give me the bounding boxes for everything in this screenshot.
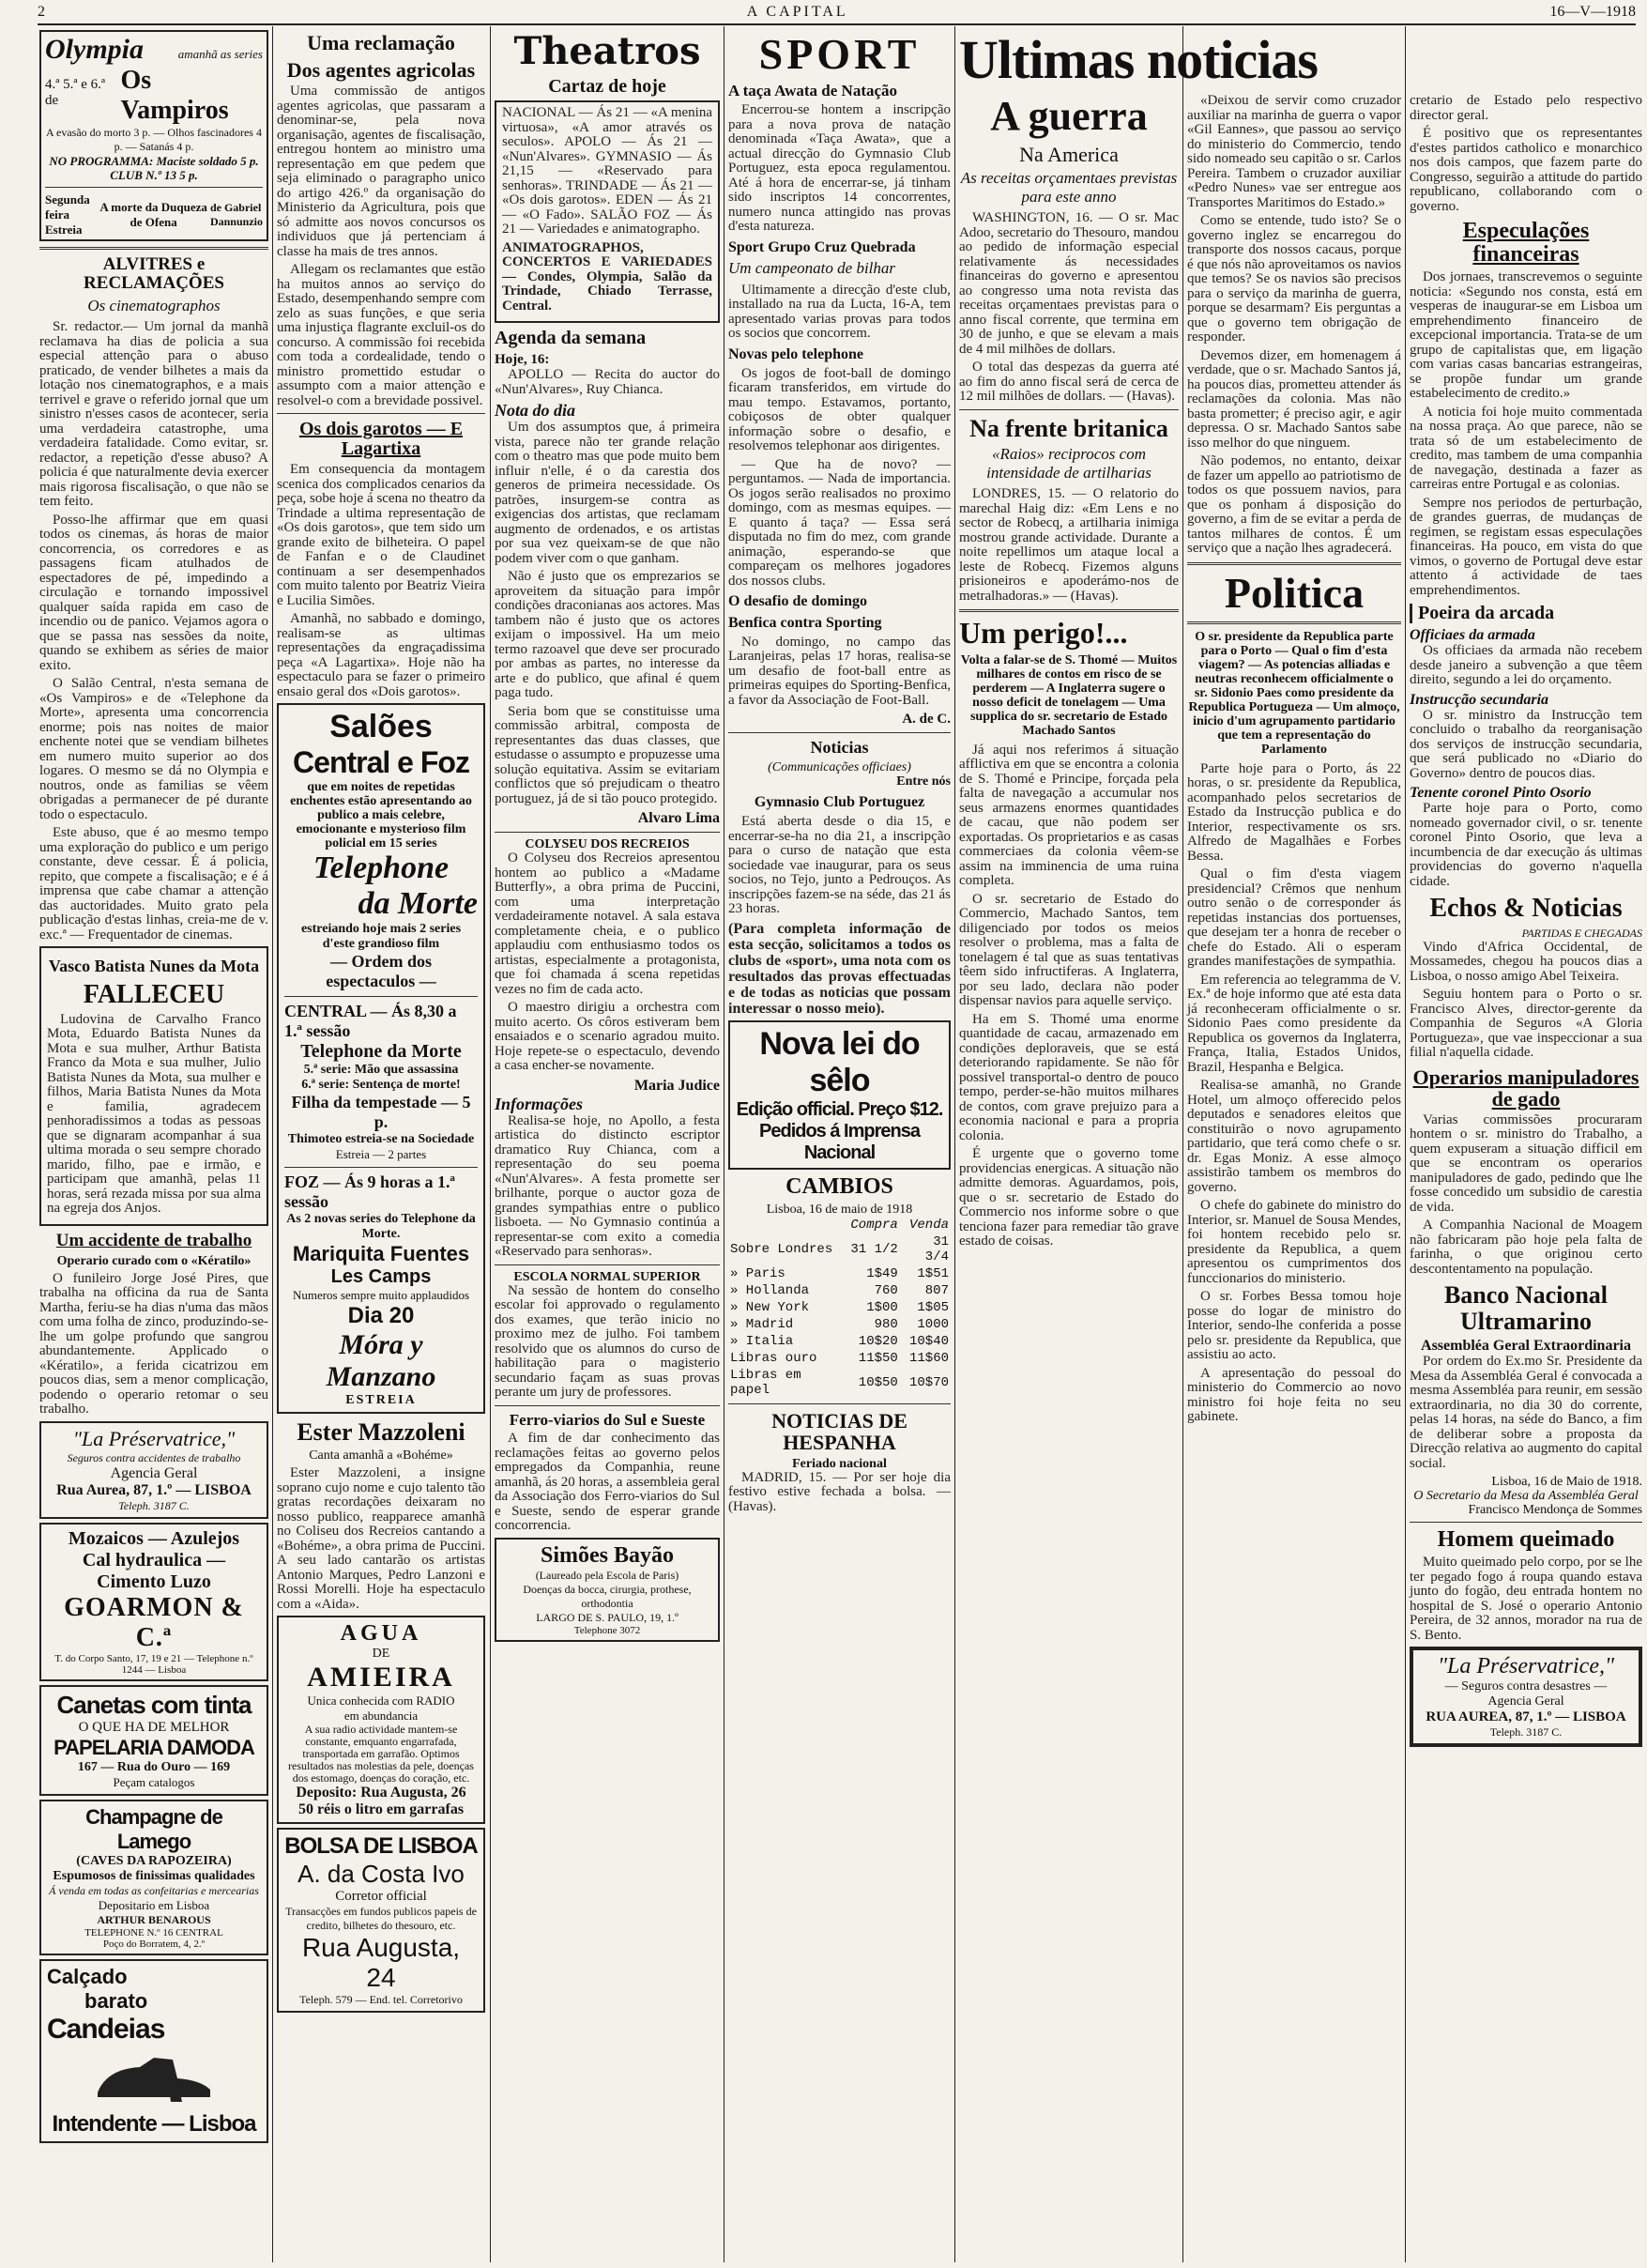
escola-title: ESCOLA NORMAL SUPERIOR <box>513 1269 701 1284</box>
hespanha-sub: Feriado nacional <box>792 1456 887 1471</box>
agua-l5: em abundancia <box>343 1709 419 1724</box>
preservatrice-rua: Rua Aurea, 87, 1.º — LISBOA <box>56 1481 252 1498</box>
champagne-l3: Espumosos de finissimas qualidades <box>53 1868 255 1883</box>
saloes-estreia: ESTREIA <box>345 1393 417 1408</box>
saloes-central-s2: 6.ª serie: Sentença de morte! <box>301 1078 461 1093</box>
agua-l1: AGUA <box>340 1621 422 1647</box>
cambios-cell: » Paris <box>730 1265 785 1281</box>
saloes-central-s3: Filha da tempestade — 5 p. <box>291 1093 471 1132</box>
saloes-central-label: CENTRAL — Ás 8,30 a 1.ª sessão <box>284 1002 457 1041</box>
bolsa-ad <box>277 1828 485 2013</box>
bolsa-l4: Transacções em fundos publicos papeis de credito, bilhetes do thesouro, etc. <box>285 1905 477 1933</box>
top-rule <box>38 23 1636 25</box>
bolsa-l6: Teleph. 579 — End. tel. Corretorivo <box>299 1993 463 2007</box>
alvitres-title: ALVITRES e RECLAMAÇÕES <box>84 254 224 293</box>
cambios-cell: 1$00 <box>866 1299 898 1315</box>
saloes-central-s1: 5.ª serie: Mão que assassina <box>303 1063 459 1078</box>
nota-p3: Seria bom que se constituisse uma commissão arbitral, composta de representantes das duas classes, que estudasse o assumpto e propuzesse uma solução equitativa. Assim se evitariam conflictos que só prejudicam o theatro portuguez, já de si tão pouco protegido. <box>495 703 720 806</box>
perigo-p4: Já aqui nos referimos á situação afflictiva em que se encontra a colonia de S. Thomé e Principe, forçada pela falta de navegação a accumular nos seus armazens enormes quantidades de cacau, que não podem ser exportadas. Os proprietarios e as casas commerciaes da colonia vêem-se assim na imminencia de uma ruina completa. <box>959 742 1179 889</box>
cambios-cell: 10$70 <box>908 1374 949 1390</box>
agua-l2: DE <box>372 1647 390 1662</box>
column-2 <box>277 26 485 2262</box>
olympia-name: Olympia <box>45 34 144 65</box>
col7-p8: Parte hoje para o Porto, como nomeado governador civil, o sr. tenente coronel Pinto Osorio, que leva a incumbencia de dar execução ás ultimas providencias do governo n'aquella cidade. <box>1410 801 1642 889</box>
canetas-ad <box>39 1685 268 1796</box>
canetas-l5: Peçam catalogos <box>113 1774 195 1789</box>
canetas-l1: Canetas com tinta <box>56 1690 252 1719</box>
preservatrice-ad <box>39 1421 268 1519</box>
tenente-title: Tenente coronel Pinto Osorio <box>1410 785 1592 802</box>
garotos-title: Os dois garotos — E Lagartixa <box>298 419 464 460</box>
hespanha-title: NOTICIAS DE HESPANHA <box>771 1408 907 1454</box>
saloes-central-film: Telephone da Morte <box>300 1041 462 1063</box>
saloes-l5: da Morte <box>358 886 478 922</box>
col7-p10: Seguiu hontem para o Porto o sr. Francisco Alves, director-gerente da Companhia de Seguros «A Gloria Portugueza», que vae inspeccionar a sua filial n'aquella cidade. <box>1410 987 1642 1061</box>
goarmon-l2: Cal hydraulica — Cimento Luzo <box>82 1549 226 1592</box>
agua-l6: A sua radio actividade mantem-se constante, emquanto engarrafada, transportada em garrafão. Optimos resultados nas molestias da pele, doenças dos estomago, doenças do coração, etc. <box>288 1723 474 1785</box>
col7-p1: cretario de Estado pelo respectivo director geral. <box>1410 93 1642 123</box>
cambios-cell: 10$50 <box>858 1374 898 1390</box>
goarmon-ad <box>39 1523 268 1681</box>
olympia-line1: amanhã as series <box>177 47 263 61</box>
olympia-series: 4.ª 5.ª e 6.ª de <box>45 77 106 108</box>
sport-sub4: Benfica contra Sporting <box>728 615 882 632</box>
mazzoleni-sub: Canta amanhã a «Bohéme» <box>309 1448 453 1463</box>
cambios-cell: 807 <box>924 1282 949 1298</box>
sport-nota: (Para completa informação de esta secção, solicitamos a todos os clubs de «sport», uma nota com os resultados das provas effectuadas e de todas as noticias que possam interessar o nosso meio). <box>728 920 951 1017</box>
nota-signature: Alvaro Lima <box>637 810 720 826</box>
column-1 <box>39 26 268 2262</box>
olympia-programa: NO PROGRAMMA: Maciste soldado 5 p. CLUB N.º 13 5 p. <box>49 154 259 182</box>
cambios-row <box>728 1265 951 1282</box>
goarmon-l1: Mozaicos — Azulejos <box>68 1527 240 1549</box>
preservatrice-tel: Teleph. 3187 C. <box>118 1498 190 1512</box>
saloes-central-s5: Estreia — 2 partes <box>335 1147 427 1162</box>
cambios-table <box>728 1217 951 1399</box>
bolsa-l1: BOLSA DE LISBOA <box>284 1833 478 1860</box>
saloes-dia: Dia 20 <box>347 1303 415 1329</box>
olympia-segunda: Segunda feira <box>45 192 90 222</box>
col6-p8: Realisa-se amanhã, no Grande Hotel, um almoço offerecido pelos deputados e senadores eleitos que constituirão o novo agrupamento partidario, que terá como chefe o sr. dr. Egas Moniz. A esse almoço assistirão tambem os membros do governo. <box>1187 1078 1401 1195</box>
pres2-tel: Teleph. 3187 C. <box>1489 1725 1563 1739</box>
mota-title: Vasco Batista Nunes da Mota <box>48 957 260 976</box>
cambios-title: CAMBIOS <box>785 1173 893 1199</box>
perigo-title: Um perigo!... <box>959 616 1128 651</box>
cambios-cell: 760 <box>874 1282 898 1298</box>
gym-title: Gymnasio Club Portuguez <box>754 794 925 811</box>
sport-h4: O desafio de domingo <box>728 593 868 610</box>
ferro-p1: A fim de dar conhecimento das reclamações feitas ao governo pelos empregados da Companhia, reune amanhã, ás 20 horas, a assembleia geral da Associação dos Ferro-viarios do Sul e Sueste, sendo de esperar grande concorrencia. <box>495 1431 720 1534</box>
bolsa-l3: Corretor official <box>335 1889 427 1905</box>
sport-h3: Novas pelo telephone <box>728 345 863 362</box>
mota-notice <box>39 946 268 1225</box>
simoes-l1: Simões Bayão <box>540 1542 674 1568</box>
cambios-cell: Libras ouro <box>730 1350 817 1366</box>
colyseu-p2: O maestro dirigiu a orchestra com muito acerto. Os côros estiveram bem ensaiados e o scenario agradou muito. Hoje repete-se o espectaculo, devendo a casa encher-se novamente. <box>495 1000 720 1073</box>
saloes-l7: — Ordem dos espectaculos — <box>326 952 436 991</box>
col7-p2: É positivo que os representantes d'estes partidos catholico e monarchico nos dois campos, que fazem parte do Congresso, seguirão a attitude do partido republicano, collaborando com o governo. <box>1410 126 1642 214</box>
saloes-l3: que em noites de repetidas enchentes estão apresentando ao publico a mais celebre, emocionante e mysterioso film policial em 15 series <box>290 780 472 851</box>
paper-name: A CAPITAL <box>746 4 848 20</box>
cambios-cell: » Madrid <box>730 1316 794 1332</box>
pres2-sub: — Seguros contra desastres — <box>1444 1679 1608 1694</box>
mazzoleni-p1: Ester Mazzoleni, a insigne soprano cujo nome e cujo talento tão gratas recordações deixaram no nosso publico, reapparece amanhã no Coliseu dos Recreios cantando a «Bohéme», a obra prima de Puccini. A seu lado cantarão os artistas Antonio Marques, Pedro Lanzoni e Rossi Morelli. Hoje ha espectaculo com a «Aida». <box>277 1465 485 1612</box>
saloes-l2: Central e Foz <box>293 745 469 780</box>
preservatrice-name: "La Préservatrice," <box>72 1426 236 1450</box>
col7-p15: O Secretario da Mesa da Assembléa Geral <box>1413 1489 1639 1504</box>
preservatrice-sub: Seguros contra accidentes de trabalho <box>67 1450 241 1464</box>
champagne-l4: Á venda em todas as confeitarias e mercearias <box>49 1883 259 1897</box>
cambios-cell: » Italia <box>730 1333 794 1349</box>
officiaes-title: Officiaes da armada <box>1410 627 1535 644</box>
cambios-row <box>728 1333 951 1350</box>
canetas-l4: 167 — Rua do Ouro — 169 <box>77 1759 231 1774</box>
cambios-venda-header: Venda <box>908 1217 949 1233</box>
cambios-cell: 1$05 <box>917 1299 949 1315</box>
acidente-subtitle: Operario curado com o «Kératilo» <box>56 1253 252 1268</box>
goarmon-l3: GOARMON & C.ª <box>64 1592 244 1652</box>
poeira-title: Poeira da arcada <box>1410 604 1642 623</box>
sport-title: SPORT <box>758 30 921 78</box>
olympia-autor: Dannunzio <box>209 215 263 228</box>
sport-h2: Sport Grupo Cruz Quebrada <box>728 238 916 255</box>
britanica-title: Na frente britanica <box>969 414 1168 442</box>
col7-p9: Vindo d'Africa Occidental, de Mossamedes, chegou ha poucos dias a Lisboa, o nosso amigo Abel Teixeira. <box>1410 939 1642 984</box>
column-rule-5 <box>1182 26 1183 2262</box>
col7-p12: A Companhia Nacional de Moagem não fabricaram pão hoje pela falta de farinha, o que originou certo descontentamento na população. <box>1410 1218 1642 1277</box>
agricultura-p2: Allegam os reclamantes que estão ha muitos annos ao serviço do Estado, desempenhando sempre com zelo as suas funções, e que seria uma injustiça flagrante excluil-os do concurso. A commissão foi recebida com toda a cordealidade, tendo o ministro promettido estudar o assumpto com a maior attenção e resolvel-o com a brevidade possivel. <box>277 262 485 408</box>
mota-falleceu: FALLECEU <box>83 980 225 1010</box>
sport-sub2: Um campeonato de bilhar <box>728 259 896 278</box>
mazzoleni-title: Ester Mazzoleni <box>297 1418 465 1447</box>
noticias-entre: Entre nós <box>896 774 951 789</box>
pres2-name: "La Préservatrice," <box>1437 1654 1615 1679</box>
cambios-compra-header: Compra <box>850 1217 898 1233</box>
col6-p10: O sr. Forbes Bessa tomou hoje posse do logar de ministro do Interior, sendo-lhe conferida a posse pelo sr. presidente da Republica, que assistiu ao acto. <box>1187 1289 1401 1363</box>
champagne-l6: ARTHUR BENAROUS <box>97 1912 211 1926</box>
column-rule-4 <box>954 26 955 2262</box>
instrucao-title: Instrucção secundaria <box>1410 691 1549 708</box>
olympia-morte: A morte da Duqueza de Ofena <box>99 200 207 229</box>
cambios-cell: » New York <box>730 1299 810 1315</box>
bolsa-l2: A. da Costa Ivo <box>297 1860 465 1889</box>
guerra-p1: WASHINGTON, 16. — O sr. Mac Adoo, secretario do Thesouro, mandou ao pedido de informação especial relativamente ás necessidades financeiras do governo e apresentou ao congresso uma nota revista das receitas orçamentaes previstas para o anno fiscal corrente, que termina em 30 de junho, e que se elevam a mais de 4 mil milhões de dollars. <box>959 210 1179 357</box>
operarios-title: Operarios manipuladores de gado <box>1412 1065 1639 1111</box>
shoe-icon <box>88 2050 220 2107</box>
agua-ad <box>277 1616 485 1824</box>
cambios-cell: 1000 <box>917 1316 949 1332</box>
sport-p4: — Que ha de novo? — perguntamos. — Nada de importancia. Os jogos serão realisados no proximo domingo, com as mesmas equipes. — E quanto á taça? — Essa será disputada no fim do mez, com grande animação, esperando-se que compareçam os melhores jogadores dos nossos clubs. <box>728 456 951 589</box>
calcado-l4: Intendente — Lisboa <box>52 2110 256 2137</box>
acidente-title: Um accidente de trabalho <box>55 1230 252 1250</box>
cambios-cell: Libras em papel <box>730 1367 801 1398</box>
saloes-foz-s4: Numeros sempre muito applaudidos <box>292 1288 470 1303</box>
alvitres-p1: Sr. redactor.— Um jornal da manhã reclamava ha dias de policia a sua especial attenção para o abuso praticado, de vender bilhetes a mais da lotação nos cinematographos, e a mais terrivel e grave o referido jornal que um sinistro n'esses casos de acontecer, seria uma verdadeira catastrophe, uma verdadeira fatalidade. Como evitar, sr. redactor, a repetição d'esse abuso? A policia é que naturalmente devia exercer mais rigorosa fiscalisação, o que não se tem feito. <box>39 319 268 510</box>
cambios-cell: 1$49 <box>866 1265 898 1281</box>
ferro-title: Ferro-viarios do Sul e Sueste <box>509 1410 706 1429</box>
col7-p16: Francisco Mendonça de Sommes <box>1468 1503 1642 1518</box>
col7-p11: Varias commissões procuraram hontem o sr. ministro do Trabalho, a quem expuseram a situação difficil em que se encontram os operarios manipuladores de gado, pedindo que lhe fosse concedido um subsidio de carestia de vida. <box>1410 1111 1642 1215</box>
saloes-mora: Móra y Manzano <box>326 1329 436 1393</box>
column-4 <box>728 26 951 2262</box>
col7-p5: Sempre nos periodos de perturbação, de grandes guerras, de mudanças de regimen, se registam essas especulações financeiras. Ha pouco, em vista do que vimos, o governo de Portugal deve estar attento á actividade de taes emprehendimentos. <box>1410 495 1642 598</box>
preservatrice2-ad <box>1410 1647 1642 1747</box>
nota-p1: Um dos assumptos que, á primeira vista, parece não ter grande relação com o theatro mas que pode muito bem influir n'elle, é o da carestia dos generos de primeira necessidade. Os patrões, insurgem-se contra as exigencias dos artistas, que reclamam augmento de ordenados, e os artistas por sua vez queixam-se de que não podem viver com o que ganham. <box>495 420 720 566</box>
sport-p1: Encerrou-se hontem a inscripção para a nova prova de natação denominada «Taça Awata», que a actual direcção do Gymnasio Club Portuguez, esta epoca regulamentou. Até á hora de encerrar-se, já tinham sido inscriptos 14 concorrentes, numero nunca attingido nas provas d'esta natureza. <box>728 102 951 235</box>
colyseu-signature: Maria Judice <box>633 1077 720 1094</box>
agua-l3: AMIEIRA <box>307 1662 455 1693</box>
cambios-row <box>728 1299 951 1316</box>
champagne-ad <box>39 1800 268 1955</box>
olympia-autor-de: de Gabriel <box>209 201 262 214</box>
cambios-cell: 31 3/4 <box>924 1234 949 1264</box>
agricultura-heading: Uma reclamação <box>307 31 455 54</box>
calcado-l2: barato <box>84 1988 148 2013</box>
sport-sig: A. de C. <box>902 712 951 728</box>
perigo-p7: É urgente que o governo tome providencias energicas. A situação não admitte demoras. Aguardamos, pois, que o sr. secretario de Estado do Commercio nos informe sobre o que tenciona fazer para remediar tão grave estado de coisas. <box>959 1146 1179 1249</box>
cambios-row <box>728 1367 951 1399</box>
partidas-title: PARTIDAS E CHEGADAS <box>1521 926 1642 940</box>
pres2-ag: Agencia Geral <box>1487 1694 1564 1709</box>
col6-p4: Não podemos, no entanto, deixar de fazer um appello ao patriotismo de todos os que possuem navios, para que os ponham á disposição do governo, a fim de se evitar a perda de tantos milhares de contos. É um serviço que a nação lhes agradecerá. <box>1187 453 1401 556</box>
col6-p6: Qual o fim d'esta viagem presidencial? Crêmos que nenhum outro senão o de corresponder ás repetidas instancias dos portuenses, que desejam ter a honra de receber o chefe do Estado. Ali o esperam grandes manifestações de sympathia. <box>1187 866 1401 970</box>
colyseu-title: COLYSEU DOS RECREIOS <box>525 837 690 851</box>
informacoes-title: Informações <box>495 1094 583 1113</box>
champagne-l8: Poço do Borratem, 4, 2.º <box>102 1938 206 1950</box>
sport-p2: Ultimamente a direcção d'este club, installado na rua da Lucta, 16-A, tem apresentado varias provas para todos os socios que concorrem. <box>728 282 951 342</box>
selo-ad <box>728 1020 951 1170</box>
politica-title: Politica <box>1224 568 1365 617</box>
champagne-l1: Champagne de Lamego <box>85 1804 222 1853</box>
column-6 <box>1187 94 1401 2262</box>
guerra-p3: LONDRES, 15. — O relatorio do marechal Haig diz: «Em Lens e no sector de Robecq, a artilharia inimiga mostrou grande actividade. Durante a noite repellimos um ataque local a leste de Robecq. Fizemos alguns prisioneiros e apoderámo-nos de metralhadoras.» — (Havas). <box>959 486 1179 604</box>
saloes-l6: estreiando hoje mais 2 series d'este grandioso film <box>300 922 462 952</box>
cambios-row <box>728 1282 951 1299</box>
cambios-cell: 11$50 <box>858 1350 898 1366</box>
saloes-l4: Telephone <box>313 850 450 886</box>
simoes-l4: LARGO DE S. PAULO, 19, 1.º <box>536 1610 679 1624</box>
col6-p7: Em referencia ao telegramma de V. Ex.ª de hoje informo que até esta data já reconheceram officialmente o sr. Sidonio Paes como presidente da Republica os governos da Inglaterra, França, Italia, Estados Unidos, Brazil, Hespanha e Belgica. <box>1187 972 1401 1075</box>
theatros-animato: ANIMATOGRAPHOS, CONCERTOS E VARIEDADES — Condes, Olympia, Salão da Trindade, Chiado Terrasse, Central. <box>502 239 712 314</box>
column-7 <box>1410 94 1642 2262</box>
agenda-texto: APOLLO — Recita do auctor do «Nun'Alvares», Ruy Chianca. <box>495 367 720 397</box>
nota-p2: Não é justo que os emprezarios se aproveitem da situação para impôr condições draconianas aos actores. Mas tambem não é justo que os actores exijam o impossivel. Ha um meio termo razoavel que deve ser procurado por ambas as partes, no interesse da arte e do publico, que afinal é quem paga tudo. <box>495 569 720 700</box>
america-receitas: As receitas orçamentaes previstas para este anno <box>960 169 1178 206</box>
cambios-row <box>728 1316 951 1333</box>
theatros-title: Theatros <box>513 29 701 73</box>
escola-p1: Na sessão de hontem do conselho escolar foi approvado o regulamento dos exames, que terão inicio no proximo mez de julho. Foi tambem resolvido que os alumnos do curso de habilitação para o magisterio secundario façam as suas provas perante um jury de professores. <box>495 1282 720 1400</box>
olympia-estreia: Estreia <box>45 222 83 237</box>
garotos-p1: Em consequencia da montagem scenica dos complicados cenarios da peça, sobe hoje á scena no theatro da Trindade a ultima representação de «Os dois garotos», que tem sido um grande exito de bilheteira. O papel de Fanfan e o de Claudinet continuam a ser desempenhados com muito talento por Beatriz Vieira e Lucilia Simões. <box>277 462 485 608</box>
agenda-hoje: Hoje, 16: <box>495 352 550 367</box>
garotos-p2: Amanhã, no sabbado e domingo, realisam-se as ultimas representações da engraçadissima peça «A Lagartixa». Hoje não ha espectaculo para se fazer o primeiro ensaio geral dos «Dois garotos». <box>277 611 485 699</box>
theatros-cartaz: Cartaz de hoje <box>548 76 666 97</box>
col6-p1: «Deixou de servir como cruzador auxiliar na marinha de guerra o vapor «Gil Eannes», que passou ao serviço do ministerio do Commercio, tendo sido nomeado seu capitão o sr. Carlos Pereira. Tambem o cruzador auxiliar «Pedro Nunes» vae ser entregue aos Transportes Maritimos do Estado.» <box>1187 93 1401 210</box>
agricultura-p1: Uma commissão de antigos agentes agricolas, que passaram a denominar-se, pela nova organisação, agentes de fiscalisação, entregou hontem ao ministro uma representação em que pedem que seja eliminado o paragrapho unico do artigo 426.º da organisação do Ministerio da Agricultura, pois que só admitte aos novos concursos os individuos que já pertenciam á classe ha mais de tres annos. <box>277 84 485 259</box>
olympia-film: Os Vampiros <box>120 66 229 125</box>
column-rule-1 <box>272 26 273 2262</box>
issue-date: 16—V—1918 <box>1549 4 1636 20</box>
simoes-ad <box>495 1538 720 1642</box>
cambios-cell: » Hollanda <box>730 1282 810 1298</box>
america-title: Na America <box>1019 143 1119 167</box>
hespanha-p1: MADRID, 15. — Por ser hoje dia festivo estive fechada a bolsa. — (Havas). <box>728 1469 951 1514</box>
sport-p3: Os jogos de foot-ball de domingo ficaram transferidos, em virtude do mau tempo. Estavamos, portanto, cobiçosos de obter qualquer informação sobre o desafio, e resolvemos telephonar aos dirigentes. <box>728 365 951 454</box>
echos-title: Echos & Noticias <box>1429 894 1623 924</box>
col7-p4: A noticia foi hoje muito commentada na nossa praça. Ao que parece, não se trata só de um estabelecimento de credito, mas tambem de uma companhia de navegação, destinada a fazer as carreiras entre Portugal e as colonias. <box>1410 404 1642 493</box>
champagne-l5: Depositario em Lisboa <box>98 1897 210 1912</box>
guerra-title: A guerra <box>990 92 1148 139</box>
column-rule-6 <box>1405 26 1406 2262</box>
simoes-l2: (Laureado pela Escola de Paris) <box>535 1568 679 1582</box>
cambios-cell: Sobre Londres <box>730 1241 833 1257</box>
perigo-p5: O sr. secretario de Estado do Commercio, Machado Santos, tem diligenciado por todos os meios resolver o problema, mas a falta de tonelagem é tal que as suas tentativas têem sido infructiferas. A Inglaterra, por seu lado, declara não poder dispensar navios para aquelle serviço. <box>959 891 1179 1009</box>
sport-p5: No domingo, no campo das Laranjeiras, pelas 17 horas, realisa-se um desafio de foot-ball entre as primeiras equipes do Sporting-Benfica, a favor da Associação de Foot-Ball. <box>728 634 951 708</box>
saloes-central-s4: Thimoteo estreia-se na Sociedade <box>287 1132 475 1147</box>
col7-p7: O sr. ministro da Instrucção tem concluido o trabalho da reorganisação dos serviços de instrucção secundaria, que será publicado no «Diario do Governo» dentro de poucos dias. <box>1410 707 1642 781</box>
informacoes-p1: Realisa-se hoje, no Apollo, a festa artistica do distincto escriptor dramatico Ruy Chianca, com a representação do seu poema «Nun'Alvares». A festa promette ser brilhante, porque o auctor goza de grandes sympathias entre o publico lisboeta. — No Gymnasio continúa a representar-se com exito a comedia «Reservado para senhoras». <box>495 1112 720 1259</box>
cambios-cell: 10$40 <box>908 1333 949 1349</box>
alvitres-p3: O Salão Central, n'esta semana de «Os Vampiros» e de «Telephone da Morte», apresenta uma concorrencia enorme; pois nas noites de maior enchente notei que se vendiam bilhetes em numero muito superior ao dos logares. O mesmo se dá no Olympia e noutros, onde as familias se vêem obrigadas a permanecer de pé durante todo o espectaculo. <box>39 676 268 822</box>
shoe-illustration <box>47 2046 261 2111</box>
sport-h1: A taça Awata de Natação <box>728 82 898 100</box>
olympia-ad <box>39 30 268 241</box>
saloes-foz-s1: As 2 novas series do Telephone da Morte. <box>286 1212 476 1242</box>
colyseu-p1: O Colyseu dos Recreios apresentou hontem ao publico a «Madame Butterfly», a obra prima de Puccini, com uma interpretação verdadeiramente notavel. A sala estava completamente cheia, e o publico applaudiu com enthusiasmo todos os artistas, especialmente a protagonista, que foi chamada á scena repetidas vezes no fim de cada acto. <box>495 850 720 997</box>
simoes-l3: Doenças da bocca, cirurgia, prothese, orthodontia <box>523 1582 692 1610</box>
saloes-ad <box>277 703 485 1414</box>
col6-p2: Como se entende, tudo isto? Se o governo inglez se encarregou do transporte dos nossos cacaus, porque é que nós não aproveitamos os navios que temos? Se os navios são precisos para o serviço da marinha de guerra, porque se desarmam? Eis perguntas a que o governo tem obrigação de responder. <box>1187 213 1401 345</box>
column-3 <box>495 26 720 2262</box>
saloes-foz-label: FOZ — Ás 9 horas a 1.ª sessão <box>284 1172 455 1212</box>
preservatrice-agencia: Agencia Geral <box>110 1464 198 1481</box>
column-rule-2 <box>490 26 491 2262</box>
col6-p11: A apresentação do pessoal do ministerio do Commercio ao novo ministro foi hoje feita no seu gabinete. <box>1187 1365 1401 1425</box>
alvitres-p2: Posso-lhe affirmar que em quasi todos os cinemas, ás horas de maior concorrencia, os corredores e as passagens ficam atulhados de espectadores de pé, impedindo a circulação e tornando impossivel qualquer saída rapida em caso de incendio ou de panico. Vejamos agora o que se passa nas sessões da noite, quando se exhibem as séries de maior exito. <box>39 512 268 673</box>
simoes-l5: Telephone 3072 <box>573 1624 641 1636</box>
noticias-sub: (Communicações officiaes) <box>768 760 911 775</box>
acidente-p1: O funileiro Jorge José Pires, que trabalha na officina da rua de Santa Martha, feriu-se ha dias n'uma das mãos com uma folha de zinco, produzindo-se-lhe um golpe profundo que sangrou abundantemente. Applicado o «Kératilo», a ferida cicatrizou em poucos dias, sem a menor complicação, podendo o operario retomar o seu trabalho. <box>39 1270 268 1418</box>
cambios-cell: 1$51 <box>917 1265 949 1281</box>
perigo-sub: Volta a falar-se de S. Thomé — Muitos milhares de contos em risco de se perderem — A Inglaterra sugere o nosso deficit de tonelagem — Uma supplica do sr. secretario de Estado Machado Santos <box>960 652 1178 738</box>
cambios-cell: 980 <box>874 1316 898 1332</box>
cambios-cell: 31 1/2 <box>850 1241 898 1257</box>
noticias-title: Noticias <box>810 738 869 758</box>
banco-title: Banco Nacional Ultramarino <box>1443 1281 1609 1335</box>
saloes-foz-s2: Mariquita Fuentes <box>292 1242 470 1266</box>
running-head <box>38 2 1636 23</box>
cambios-row <box>728 1234 951 1265</box>
col7-p13: Por ordem do Ex.mo Sr. Presidente da Mesa da Assembléa Geral é convocada a mesma Assembléa para reunir, em sessão extraordinaria, no dia 30 do corrente, pelas 14 horas, na séde do Banco, a fim de deliberar sobre a proposta da Direcção relativa ao augmento do capital social. <box>1410 1354 1642 1471</box>
canetas-l3: PAPELARIA DAMODA <box>53 1735 254 1759</box>
ultimas-title: Ultimas noticias <box>959 29 1318 90</box>
selo-sub: Edição official. Preço $12. Pedidos á Imprensa Nacional <box>736 1098 943 1163</box>
saloes-l1: Salões <box>329 709 433 745</box>
olympia-line2: A evasão do morto 3 p. — Olhos fascinadores 4 p. — Satanás 4 p. <box>46 126 262 153</box>
guerra-p2: O total das despezas da guerra até ao fim do anno fiscal será de cerca de 12 mil milhões de dollars. — (Havas). <box>959 360 1179 405</box>
champagne-l7: TELEPHONE N.º 16 CENTRAL <box>84 1926 223 1939</box>
assembleia-title: Assembléa Geral Extraordinaria <box>1421 1338 1631 1355</box>
canetas-l2: O QUE HA DE MELHOR <box>78 1719 230 1735</box>
agricultura-title: Dos agentes agricolas <box>286 58 476 83</box>
calcado-l3: Candeias <box>47 2013 165 2045</box>
page-number: 2 <box>38 4 45 20</box>
theatros-box <box>495 100 720 323</box>
champagne-l2: (CAVES DA RAPOZEIRA) <box>76 1853 232 1868</box>
britanica-raios: «Raios» reciprocos com intensidade de artilharias <box>986 445 1151 482</box>
sport-p6: Está aberta desde o dia 15, e encerrar-se-ha no dia 21, a inscripção para o curso de natação que esta sociedade vae inaugurar, para os seus socios, no Tejo, junto a Pedrouços. As inscripções fazem-se na séde, das 21 ás 23 horas. <box>728 814 951 917</box>
col7-p14: Lisboa, 16 de Maio de 1918. <box>1491 1475 1642 1490</box>
mota-p1: Ludovina de Carvalho Franco Mota, Eduardo Batista Nunes da Mota e sua mulher, Arthur Batista Franco da Mota e sua mulher, Julio Batista Nunes da Mota, sua mulher e filhos, Maria Batista Nunes da Mota e familia, agradecem penhoradissimos a todas as pessoas que se dignaram acompanhar á sua ultima morada o seu sempre chorado marido, filho, pae e irmão, e participam que amanhã, pelas 11 horas, será rezada missa por sua alma na egreja dos Anjos. <box>47 1011 261 1217</box>
especulacoes-title: Especulações financeiras <box>1462 219 1590 268</box>
agua-l8: 50 réis o litro em garrafas <box>297 1801 465 1818</box>
col7-p17: Muito queimado pelo corpo, por se lhe ter pegado fogo á roupa quando estava junto do fogão, deu entrada hontem no hospital de S. José o operario Antonio Pereira, de 32 annos, morador na rua de S. Bento. <box>1410 1555 1642 1643</box>
agua-l7: Deposito: Rua Augusta, 26 <box>296 1785 466 1801</box>
perigo-p6: Ha em S. Thomé uma enorme quantidade de cacau, armazenado em condições deploraveis, que se está deteriorando rapidamente. Se não fôr possivel transportal-o dentro de pouco tempo, perder-se-hão muitos milhares de contos, com grave prejuizo para a economia nacional e para a propria colonia. <box>959 1011 1179 1143</box>
cambios-row <box>728 1350 951 1367</box>
alvitres-subtitle: Os cinematographos <box>87 296 221 314</box>
cambios-cell: 10$20 <box>858 1333 898 1349</box>
col7-p3: Dos jornaes, transcrevemos o seguinte noticia: «Segundo nos consta, está em vesperas de inaugurar-se em Lisboa um emprehendimento financeiro de excepcional importancia. Trata-se de um grupo de capitalistas que, em ligação com varias casas bancarias estrangeiras, se propõe fundar um grande estabelecimento de credito.» <box>1410 269 1642 402</box>
col6-p5: Parte hoje para o Porto, ás 22 horas, o sr. presidente da Republica, acompanhado pelos secretarios de Estado da Instrucção publica e do Interior, respectivamente os srs. Alfredo de Magalhães e Forbes Bessa. <box>1187 760 1401 864</box>
politica-sub: O sr. presidente da Republica parte para o Porto — Qual o fim d'esta viagem? — As potencias alliadas e neutras reconhecem officialmente o sr. Sidonio Paes como presidente da Republica Portugueza — Um almoço, inicio d'um agrupamento partidario que tem a representação do Parlamento <box>1188 629 1400 757</box>
pres2-rua: RUA AUREA, 87, 1.º — LISBOA <box>1426 1709 1626 1725</box>
bolsa-l5: Rua Augusta, 24 <box>301 1933 461 1993</box>
col6-p9: O chefe do gabinete do ministro do Interior, sr. Manuel de Sousa Mendes, foi hontem recebido pelo sr. presidente da Republica, a quem apresentou os cumprimentos dos funccionarios do ministerio. <box>1187 1198 1401 1286</box>
calcado-l1: Calçado <box>47 1964 128 1988</box>
col7-p6: Os officiaes da armada não recebem desde janeiro a subvenção a que têem direito, segundo a lei do orçamento. <box>1410 643 1642 688</box>
agua-l4: Unica conhecida com RADIO <box>307 1693 455 1709</box>
saloes-foz-s3: Les Camps <box>330 1266 432 1288</box>
cambios-date: Lisboa, 16 de maio de 1918 <box>766 1202 913 1217</box>
theatros-list: NACIONAL — Ás 21 — «A menina virtuosa», «A amor através os seculos». APOLO — Ás 21 — «Nun'Alvares». GYMNASIO — Ás 21,15 — «Reservado para senhoras». TRINDADE — Ás 21 — «Os dois garotos». EDEN — Ás 21 — «O Fado». SALÃO FOZ — Ás 21 — Variedades e animatographo. <box>502 105 712 237</box>
goarmon-l4: T. do Corpo Santo, 17, 19 e 21 — Telephone n.º 1244 — Lisboa <box>54 1652 253 1676</box>
col6-p3: Devemos dizer, em homenagem á verdade, que o sr. Machado Santos já, ha poucos dias, prometteu attender ás reclamações da colonia. Mas não basta prometter; é preciso agir, e agir depressa. O sr. Machado Santos sabe isso melhor do que ninguem. <box>1187 347 1401 451</box>
calcado-ad <box>39 1959 268 2143</box>
agenda-title: Agenda da semana <box>495 328 647 348</box>
alvitres-p4: Este abuso, que é ao mesmo tempo uma exploração do publico e um perigo constante, deve cessar. É á policia, repito, que compete a fiscalisação; e é á imprensa que cabe chamar a attenção das auctoridades. Muito grato pela publicação d'estas linhas, creia-me de v. exc.ª — Frequentador de cinemas. <box>39 825 268 942</box>
homem-title: Homem queimado <box>1437 1527 1615 1553</box>
nota-title: Nota do dia <box>495 401 576 420</box>
selo-title: Nova lei do sêlo <box>759 1025 920 1098</box>
cambios-cell: 11$60 <box>908 1350 949 1366</box>
